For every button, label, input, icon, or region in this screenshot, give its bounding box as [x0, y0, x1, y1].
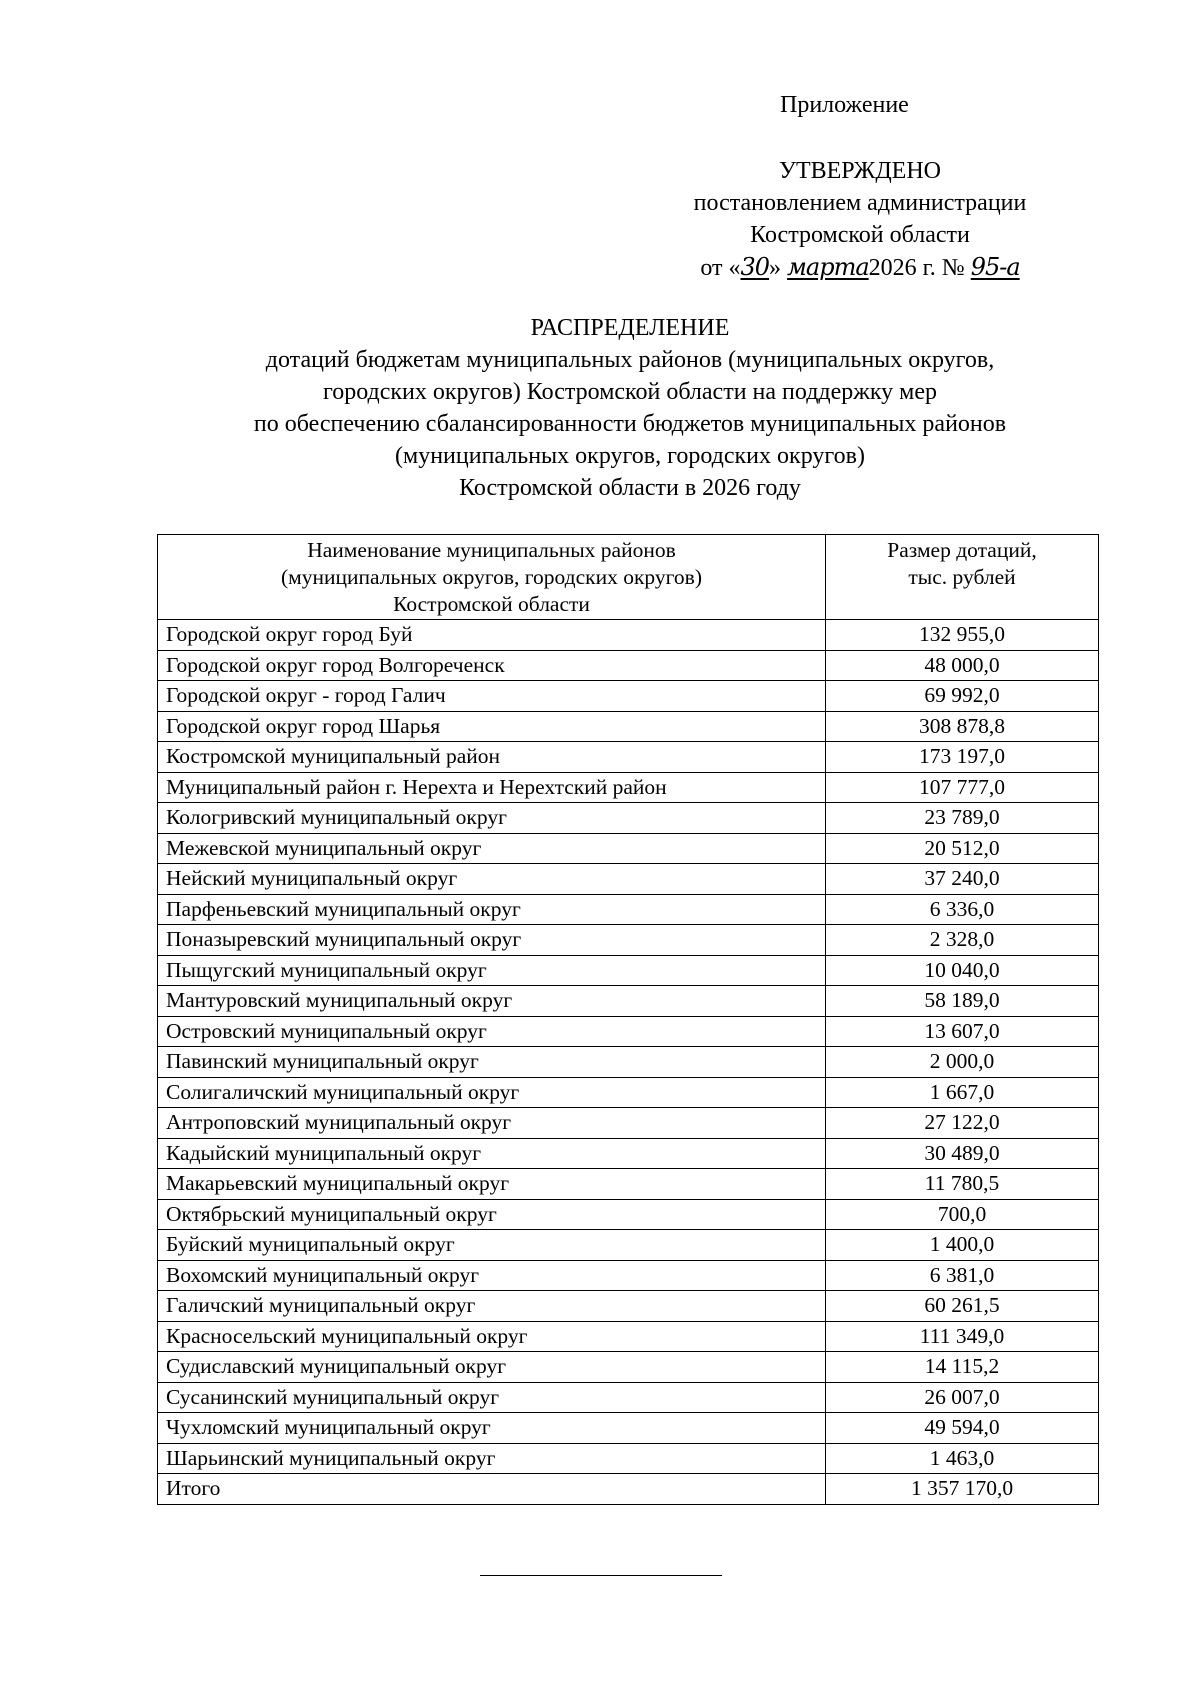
- municipality-name: Кологривский муниципальный округ: [158, 803, 826, 834]
- subsidy-amount: 173 197,0: [826, 742, 1099, 773]
- header-municipality-line: (муниципальных округов, городских округов): [281, 565, 702, 589]
- subsidy-amount: 10 040,0: [826, 955, 1099, 986]
- municipality-name: Городской округ город Шарья: [158, 711, 826, 742]
- subsidy-amount: 60 261,5: [826, 1291, 1099, 1322]
- table-header-row: [158, 535, 1099, 620]
- table-row: [158, 742, 1099, 773]
- handwritten-day: 30: [740, 253, 770, 281]
- subsidy-amount: 2 000,0: [826, 1047, 1099, 1078]
- municipality-name: Чухломский муниципальный округ: [158, 1413, 826, 1444]
- table-row: [158, 1108, 1099, 1139]
- municipality-name: Солигаличский муниципальный округ: [158, 1077, 826, 1108]
- municipality-name: Островский муниципальный округ: [158, 1016, 826, 1047]
- table-row: [158, 1138, 1099, 1169]
- table-row: [158, 986, 1099, 1017]
- document-heading: [150, 312, 1110, 504]
- table-row: [158, 1260, 1099, 1291]
- municipality-name: Вохомский муниципальный округ: [158, 1260, 826, 1291]
- municipality-name: Павинский муниципальный округ: [158, 1047, 826, 1078]
- subsidy-amount: 6 336,0: [826, 894, 1099, 925]
- table-row: [158, 1382, 1099, 1413]
- date-year: 2026 г. №: [868, 255, 965, 281]
- municipality-name: Поназыревский муниципальный округ: [158, 925, 826, 956]
- total-row: [158, 1474, 1099, 1505]
- municipality-name: Октябрьский муниципальный округ: [158, 1199, 826, 1230]
- subsidy-amount: 20 512,0: [826, 833, 1099, 864]
- municipality-name: Городской округ город Буй: [158, 620, 826, 651]
- municipality-name: Макарьевский муниципальный округ: [158, 1169, 826, 1200]
- table-row: [158, 681, 1099, 712]
- distribution-table: [157, 534, 1099, 1505]
- subsidy-amount: 13 607,0: [826, 1016, 1099, 1047]
- header-municipality: [158, 535, 826, 620]
- heading-line-2: городских округов) Костромской области на поддержку мер: [322, 379, 938, 405]
- subsidy-amount: 1 463,0: [826, 1443, 1099, 1474]
- bottom-divider: [480, 1575, 722, 1576]
- table-row: [158, 833, 1099, 864]
- municipality-name: Пыщугский муниципальный округ: [158, 955, 826, 986]
- subsidy-amount: 11 780,5: [826, 1169, 1099, 1200]
- table-row: [158, 620, 1099, 651]
- handwritten-decree-number: 95-а: [970, 253, 1020, 281]
- table-row: [158, 925, 1099, 956]
- approval-block: [620, 155, 1100, 284]
- table-row: [158, 1047, 1099, 1078]
- handwritten-month: марта: [787, 253, 869, 281]
- subsidy-amount: 14 115,2: [826, 1352, 1099, 1383]
- municipality-name: Итого: [158, 1474, 826, 1505]
- table-row: [158, 1169, 1099, 1200]
- table-row: [158, 772, 1099, 803]
- heading-line-5: Костромской области в 2026 году: [459, 475, 801, 501]
- subsidy-amount: 48 000,0: [826, 650, 1099, 681]
- table-row: [158, 864, 1099, 895]
- subsidy-amount: 6 381,0: [826, 1260, 1099, 1291]
- municipality-name: Красносельский муниципальный округ: [158, 1321, 826, 1352]
- approval-title: УТВЕРЖДЕНО: [778, 158, 942, 184]
- subsidy-amount: 58 189,0: [826, 986, 1099, 1017]
- municipality-name: Буйский муниципальный округ: [158, 1230, 826, 1261]
- header-municipality-line: Наименование муниципальных районов: [307, 538, 676, 562]
- subsidy-amount: 308 878,8: [826, 711, 1099, 742]
- table-row: [158, 1291, 1099, 1322]
- header-amount-line: Размер дотаций,: [887, 538, 1037, 562]
- subsidy-amount: 1 400,0: [826, 1230, 1099, 1261]
- header-municipality-line: Костромской области: [393, 592, 590, 616]
- table-row: [158, 650, 1099, 681]
- subsidy-amount: 132 955,0: [826, 620, 1099, 651]
- municipality-name: Городской округ город Волгореченск: [158, 650, 826, 681]
- header-amount: [826, 535, 1099, 620]
- subsidy-amount: 26 007,0: [826, 1382, 1099, 1413]
- decree-date-line: [620, 251, 1100, 284]
- subsidy-amount: 37 240,0: [826, 864, 1099, 895]
- municipality-name: Парфеньевский муниципальный округ: [158, 894, 826, 925]
- heading-line-4: (муниципальных округов, городских округов): [395, 443, 865, 469]
- municipality-name: Кадыйский муниципальный округ: [158, 1138, 826, 1169]
- table-row: [158, 1016, 1099, 1047]
- subsidy-amount: 2 328,0: [826, 925, 1099, 956]
- table-row: [158, 711, 1099, 742]
- subsidy-amount: 1 667,0: [826, 1077, 1099, 1108]
- subsidy-amount: 1 357 170,0: [826, 1474, 1099, 1505]
- municipality-name: Нейский муниципальный округ: [158, 864, 826, 895]
- municipality-name: Городской округ - город Галич: [158, 681, 826, 712]
- table-row: [158, 894, 1099, 925]
- municipality-name: Шарьинский муниципальный округ: [158, 1443, 826, 1474]
- subsidy-amount: 700,0: [826, 1199, 1099, 1230]
- municipality-name: Костромской муниципальный район: [158, 742, 826, 773]
- subsidy-amount: 27 122,0: [826, 1108, 1099, 1139]
- subsidy-amount: 107 777,0: [826, 772, 1099, 803]
- table-row: [158, 1199, 1099, 1230]
- approval-line-2: Костромской области: [750, 222, 970, 248]
- heading-line-1: дотаций бюджетам муниципальных районов (муниципальных округов,: [265, 347, 995, 373]
- table-row: [158, 1352, 1099, 1383]
- municipality-name: Антроповский муниципальный округ: [158, 1108, 826, 1139]
- subsidy-amount: 23 789,0: [826, 803, 1099, 834]
- document-title: РАСПРЕДЕЛЕНИЕ: [530, 315, 730, 341]
- municipality-name: Мантуровский муниципальный округ: [158, 986, 826, 1017]
- municipality-name: Судиславский муниципальный округ: [158, 1352, 826, 1383]
- heading-line-3: по обеспечению сбалансированности бюджетов муниципальных районов: [253, 411, 1007, 437]
- municipality-name: Сусанинский муниципальный округ: [158, 1382, 826, 1413]
- table-row: [158, 1321, 1099, 1352]
- approval-line-1: постановлением администрации: [693, 190, 1027, 216]
- appendix-label: Приложение: [780, 92, 909, 118]
- table-row: [158, 1443, 1099, 1474]
- header-amount-line: тыс. рублей: [908, 565, 1016, 589]
- date-prefix: от «: [700, 255, 741, 281]
- table-row: [158, 1413, 1099, 1444]
- table-row: [158, 1230, 1099, 1261]
- subsidy-amount: 111 349,0: [826, 1321, 1099, 1352]
- date-quote-close: »: [769, 255, 782, 281]
- municipality-name: Галичский муниципальный округ: [158, 1291, 826, 1322]
- table-row: [158, 803, 1099, 834]
- municipality-name: Муниципальный район г. Нерехта и Нерехтский район: [158, 772, 826, 803]
- subsidy-amount: 69 992,0: [826, 681, 1099, 712]
- table-row: [158, 955, 1099, 986]
- subsidy-amount: 49 594,0: [826, 1413, 1099, 1444]
- table-body: [158, 620, 1099, 1505]
- table-row: [158, 1077, 1099, 1108]
- municipality-name: Межевской муниципальный округ: [158, 833, 826, 864]
- subsidy-amount: 30 489,0: [826, 1138, 1099, 1169]
